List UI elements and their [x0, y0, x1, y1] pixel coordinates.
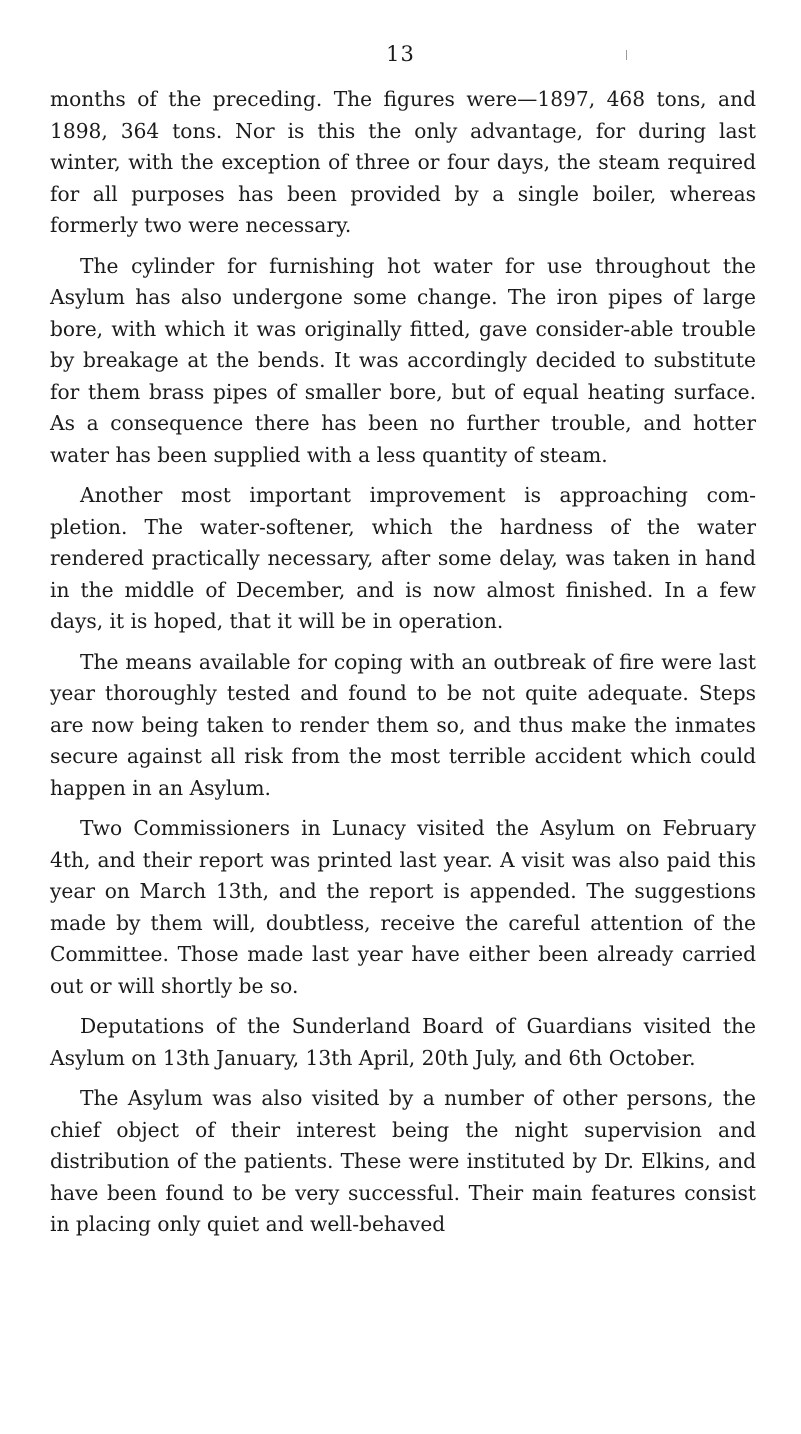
page-number: 13 [386, 42, 415, 66]
body-text [50, 84, 756, 1250]
paragraph-water-softener: Another most important improvement is approaching com-pletion. The water-softener, which the hardness of the water rendered practically necessary, after some delay, was taken in hand in the middle of December, and is now almost finished. In a few days, it is hoped, that it will be in operation. [50, 483, 756, 633]
paragraph-coal-consumption: months of the preceding. The figures were—1897, 468 tons, and 1898, 364 tons. Nor is this the only advantage, for during last winter, with the exception of three or four days, the steam required for all purposes has been provided by a single boiler, whereas formerly two were necessary. [50, 87, 756, 237]
paragraph-guardians-deputations: Deputations of the Sunderland Board of Guardians visited the Asylum on 13th January, 13th April, 20th July, and 6th October. [50, 1014, 756, 1070]
margin-mark [626, 50, 627, 60]
paragraph-hot-water-cylinder: The cylinder for furnishing hot water for use throughout the Asylum has also undergone some change. The iron pipes of large bore, with which it was originally fitted, gave consider-able trouble by breakage at the bends. It was accordingly decided to substitute for them brass pipes of smaller bore, but of equal heating surface. As a consequence there has been no further trouble, and hotter water has been supplied with a less quantity of steam. [50, 253, 756, 467]
paragraph-commissioners-visit: Two Commissioners in Lunacy visited the Asylum on February 4th, and their report was printed last year. A visit was also paid this year on March 13th, and the report is appended. The suggestions made by them will, doubtless, receive the careful attention of the Committee. Those made last year have either been already carried out or will shortly be so. [50, 816, 756, 998]
paragraph-fire-safety: The means available for coping with an outbreak of fire were last year thoroughly tested and found to be not quite adequate. Steps are now being taken to render them so, and thus make the inmates secure against all risk from the most terrible accident which could happen in an Asylum. [50, 649, 756, 800]
paragraph-other-visitors: The Asylum was also visited by a number of other persons, the chief object of their interest being the night supervision and distribution of the patients. These were instituted by Dr. Elkins, and have been found to be very successful. Their main features consist in placing only quiet and well-behaved [50, 1086, 756, 1236]
